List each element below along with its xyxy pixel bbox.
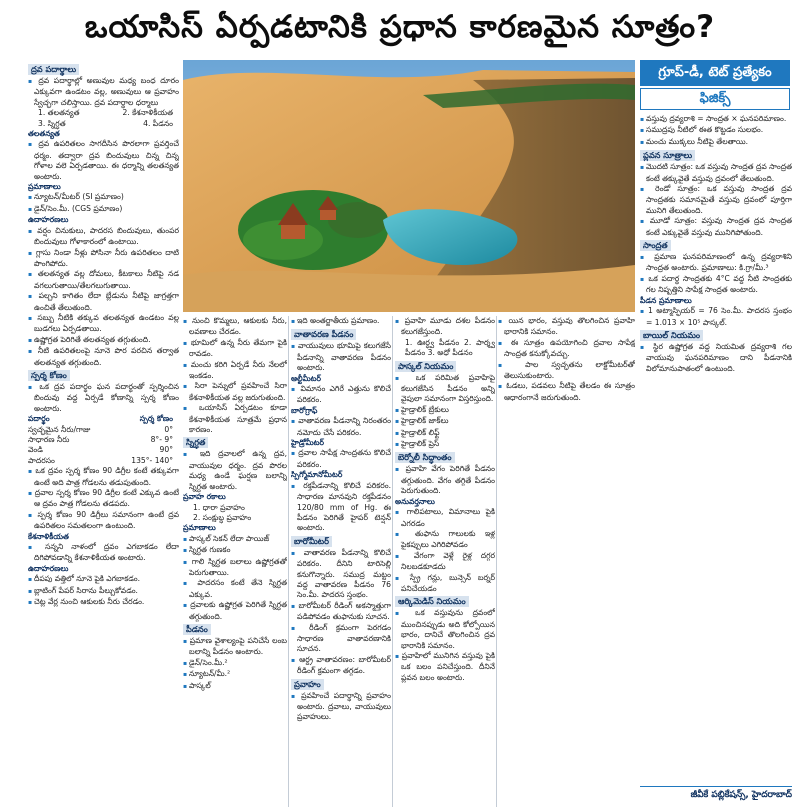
list-item: ▪ రీడింగ్ క్రమంగా పెరగడం సాధారణ వాతావరణానికి సూచన.	[291, 623, 391, 655]
paragraph: ▪ వాతావరణ పీడనాన్ని నిరంతరం నమోదు చేసే పరికరం.	[291, 416, 391, 438]
property-item: 2. కేశనాళికీయత	[122, 108, 173, 118]
list-item: ▪ పాస్కల్	[183, 681, 287, 692]
list-item: ▪ ద్రవాల స్పర్శ కోణం 90 డిగ్రీల కంటే ఎక్కువ ఉంటే ఆ ద్రవం పాత్ర గోడలను తడపదు.	[28, 488, 179, 510]
section-title: ప్రవాహం	[291, 679, 324, 690]
list-item: ▪ గాలిపటాలు, విమానాలు పైకి ఎగరడం	[395, 507, 495, 529]
table-row	[28, 435, 179, 445]
list-item: ▪ సిరా పెన్నులో ప్రవహించే సిరా కేశనాళికీయత వల్ల జరుగుతుంది.	[183, 381, 287, 403]
list-item: ▪ డైన్/సెం.మీ. (CGS ప్రమాణం)	[28, 204, 179, 215]
section-title: ప్లవన సూత్రాలు	[640, 150, 695, 161]
subheading: ప్రవాహ రకాలు	[183, 492, 226, 502]
table-header-cell: పదార్థం	[28, 414, 50, 424]
list-item: ▪ ఓడలు, పడవలు నీటిపై తేలడం ఈ సూత్రం ఆధారంగానే జరుగుతుంది.	[498, 381, 635, 403]
subheading: స్పిగ్మోమానోమీటర్	[291, 470, 343, 480]
list-item: ▪ గ్లాసు నిండా నీళ్లు పోసినా నీరు ఉపరితలం దాటి పొంగిపోదు.	[28, 248, 179, 270]
subheading: ఉదాహరణలు	[28, 215, 69, 225]
paragraph: ▪ 1 అట్మాస్ఫియర్ = 76 సెం.మీ. పాదరస స్తంభం = 1.013 × 10⁵ పాస్కల్.	[640, 306, 792, 328]
section-title: ద్రవ పదార్థాలు	[28, 64, 79, 75]
property-item: 1. తలతన్యత	[38, 108, 80, 118]
paragraph: ▪ ఇది ద్రవాలలో ఉన్న ద్రవ, వాయువుల ధర్మం. ద్రవ పొరల మధ్య ఉండే ఘర్షణ బలాన్ని స్నిగ్ధత అంటారు.	[183, 449, 287, 492]
paragraph: ▪ ఒక వస్తువును ద్రవంలో ముంచినప్పుడు అది కోల్పోయిన భారం, దానిచే తొలగించిన ద్రవ భారానికి సమానం.	[395, 608, 495, 651]
paragraph: ▪ ప్రమాణ వైశాల్యంపై పనిచేసే లంబ బలాన్ని పీడనం అంటారు.	[183, 636, 287, 658]
list-item: ▪ రెండో సూత్రం: ఒక వస్తువు సాంద్రత ద్రవ సాంద్రతకు సమానమైతే వస్తువు ద్రవంలో పూర్తిగా మునిగి తేలుతుంది.	[640, 184, 792, 216]
section-title: ఆర్కిమెడిస్ నియమం	[395, 596, 469, 607]
paragraph: ▪ ద్రవ పదార్థాల్లో అణువుల మధ్య బంధ దూరం ఎక్కువగా ఉండటం వల్ల, అణువులు ఆ ప్రవాహం స్వేచ్ఛగా చలిస్తాయి. ద్రవ పదార్థాల ధర్మాలు	[28, 76, 179, 108]
list-item: ▪ వస్తువు ద్రవ్యరాశి = సాంద్రత × ఘనపరిమాణం.	[640, 114, 792, 125]
list-item: ▪ వేగంగా వెళ్లే రైళ్ల దగ్గర నిలబడకూడదు	[395, 551, 495, 573]
column-2	[183, 316, 287, 807]
list-item: ▪ ప్రవాహి మూడు దశల పీడనం కలుగజేస్తుంది.	[395, 316, 495, 338]
oasis-photo	[183, 60, 635, 312]
column-1	[28, 62, 179, 807]
list-item: ▪ ఇది అంతర్జాతీయ ప్రమాణం.	[291, 316, 391, 327]
subheading: ఉదాహరణలు	[28, 563, 69, 573]
list-item: ▪ ఈ సూత్రం ఉపయోగించి ద్రవాల సాపేక్ష సాంద్రత కనుక్కోవచ్చు.	[498, 338, 635, 360]
list-item: ▪ న్యూటన్/మీటర్ (SI ప్రమాణం)	[28, 192, 179, 203]
list-item: ▪ సముద్రపు నీటిలో ఈత కొట్టడం సులభం.	[640, 125, 792, 136]
list-item: ▪ డైన్/సెం.మీ.²	[183, 658, 287, 669]
subheading: బారోగ్రాఫ్	[291, 405, 318, 415]
paragraph: ▪ ద్రవాల సాపేక్ష సాంద్రతను కొలిచే పరికరం.	[291, 448, 391, 470]
list-item: ▪ ఒక ద్రవం స్పర్శ కోణం 90 డిగ్రీల కంటే తక్కువగా ఉంటే అది పాత్ర గోడలను తడుపుతుంది.	[28, 466, 179, 488]
column-3	[291, 316, 391, 807]
property-item: 3. స్నిగ్ధత	[38, 118, 66, 128]
paragraph: ▪ సన్నని నాళంలో ద్రవం ఎగబాకడం లేదా దిగిపోవడాన్ని కేశనాళికీయత అంటారు.	[28, 542, 179, 564]
pagoda	[281, 225, 305, 239]
list-item: ▪ నీటి ఉపరితలంపై నూనె పొర పరచిన తర్వాత తలతన్యత తగ్గుతుంది.	[28, 346, 179, 368]
column-divider	[496, 316, 497, 807]
list-item: ▪ వర్షం చినుకులు, పాదరస బిందువులు, తుంపర బిందువులు గోళాకారంలో ఉంటాయి.	[28, 226, 179, 248]
paragraph: ▪ ప్రమాణ ఘనపరిమాణంలో ఉన్న ద్రవ్యరాశిని సాంద్రత అంటారు. ప్రమాణాలు: కి.గ్రా/మీ.³	[640, 252, 792, 274]
table-row	[28, 445, 179, 455]
subject-label: ఫిజిక్స్	[640, 88, 790, 110]
column-4	[395, 316, 495, 807]
paragraph: ▪ స్థిర ఉష్ణోగ్రత వద్ద నియమిత ద్రవ్యరాశి గల వాయువు ఘనపరిమాణం దాని పీడనానికి విలోమానుపాతంలో ఉంటుంది.	[640, 342, 792, 374]
list-item: ▪ మొదటి సూత్రం: ఒక వస్తువు సాంద్రత ద్రవ సాంద్రత కంటే తక్కువైతే వస్తువు ద్రవంలో తేలుతుంది.	[640, 162, 792, 184]
subheading: అనువర్తనాలు	[395, 496, 435, 506]
column-divider	[392, 316, 393, 807]
paragraph: ▪ వాయువులు భూమిపై కలుగజేసే పీడనాన్ని వాతావరణ పీడనం అంటారు.	[291, 341, 391, 373]
column-divider	[288, 316, 289, 807]
section-title: పాస్కల్ నియమం	[395, 361, 456, 372]
subheading: పీడన ప్రమాణాలు	[640, 295, 692, 305]
subheading: ప్రమాణాలు	[183, 523, 216, 533]
subheading: ప్రమాణాలు	[28, 182, 61, 192]
list-item: ▪ పాదరసం కంటే తేనె స్నిగ్ధత ఎక్కువ.	[183, 578, 287, 600]
list-item: ▪ హైడ్రాలిక్ బ్రేకులు	[395, 405, 495, 416]
list-item: ▪ బ్లాటింగ్ పేపర్ సిరాను పీల్చుకోవడం.	[28, 586, 179, 597]
list-item: ▪ భూమిలో ఉన్న నీరు తేమగా పైకి రావడం.	[183, 338, 287, 360]
list-item: ▪ పాల స్వచ్ఛతను లాక్టోమీటర్‌తో తెలుసుకుంటారు.	[498, 360, 635, 382]
table-header	[28, 414, 179, 424]
section-title: సాంద్రత	[640, 240, 671, 251]
table-cell: సాధారణ నీరు	[28, 435, 70, 444]
list-item: ▪ ఒయాసిస్ ఏర్పడటం కూడా కేశనాళికీయత సూత్రమే ప్రధాన కారణం.	[183, 403, 287, 435]
column-6	[640, 114, 792, 782]
paragraph: ▪ ఒక పదార్థ సాంద్రతకు 4°C వద్ద నీటి సాంద్రతకు గల నిష్పత్తిని సాపేక్ష సాంద్రత అంటారు.	[640, 274, 792, 296]
paragraph: ▪ ఒక పరిమిత ప్రవాహిపై కలుగజేసిన పీడనం అన్ని వైపులా సమానంగా విస్తరిస్తుంది.	[395, 373, 495, 405]
paragraph: ▪ విమానం ఎగిరే ఎత్తును కొలిచే పరికరం.	[291, 384, 391, 406]
list-item: ▪ మంచు కరిగి ఏర్పడే నీరు నేలలో ఇంకడం.	[183, 360, 287, 382]
list-item: ▪ తలతన్యత వల్ల దోమలు, కీటకాలు నీటిపై నడ వగలుగుతాయి/తేలగలుగుతాయి.	[28, 269, 179, 291]
list-item: ▪ స్నిగ్ధత గుణకం	[183, 545, 287, 556]
section-title: స్పర్శ కోణం	[28, 370, 70, 381]
table-cell: 135°- 140°	[131, 455, 173, 465]
table-row	[28, 456, 179, 466]
paragraph: ▪ రక్తపీడనాన్ని కొలిచే పరికరం. సాధారణ మానవుని రక్తపీడనం 120/80 mm of Hg. ఈ పీడనం పెరిగితే హైపర్ టెన్షన్ అంటారు.	[291, 481, 391, 534]
paragraph: ▪ ఒక ద్రవ పదార్థం ఘన పదార్థంతో స్పర్శించిన బిందువు వద్ద ఏర్పడే కోణాన్ని స్పర్శ కోణం అంటారు.	[28, 382, 179, 414]
list-item: ▪ స్ప్రే గన్లు, బున్సెన్ బర్నర్ పనిచేయడం	[395, 573, 495, 595]
properties-row	[28, 108, 179, 118]
subheading: ఆల్టీమీటర్	[291, 373, 322, 383]
list-item: ▪ దీపపు వత్తిలో నూనె పైకి ఎగబాకడం.	[28, 574, 179, 585]
list-item: ▪ చెట్ల వేర్ల నుంచి ఆకులకు నీరు చేరడం.	[28, 597, 179, 608]
paragraph: ▪ ప్రవహించే పదార్థాన్ని ప్రవాహం అంటారు. ద్రవాలు, వాయువులు ప్రవాహులు.	[291, 691, 391, 723]
list-item: ▪ మంచు ముక్కలు నీటిపై తేలతాయి.	[640, 137, 792, 148]
list-item: ▪ హైడ్రాలిక్ జాక్‌లు	[395, 416, 495, 427]
list-item: ▪ ఉష్ణోగ్రత పెరిగితే తలతన్యత తగ్గుతుంది.	[28, 335, 179, 346]
list-item: ▪ ద్రవాలకు ఉష్ణోగ్రత పెరిగితే స్నిగ్ధత తగ్గుతుంది.	[183, 600, 287, 622]
list-item: ▪ ఆర్ద్ర వాతావరణం: బారోమీటర్ రీడింగ్ క్రమంగా తగ్గడం.	[291, 655, 391, 677]
paragraph: ▪ ద్రవ ఉపరితలం సాగదీసిన పొరలాగా ప్రవర్తించే ధర్మం. తద్వారా ద్రవ బిందువులు చిన్న చిన్న గోళాల వలె ఏర్పడతాయి. ఈ ధర్మాన్ని తలతన్యత అంటారు.	[28, 139, 179, 182]
list-item: ▪ సబ్బు నీటికి తక్కువ తలతన్యత ఉండటం వల్ల బుడగలు ఏర్పడతాయి.	[28, 313, 179, 335]
list-item: ▪ బారోమీటర్ రీడింగ్ అకస్మాత్తుగా పడిపోవడం తుఫానుకు సూచన.	[291, 601, 391, 623]
section-title: బెర్నోలీ సిద్ధాంతం	[395, 452, 455, 463]
exam-tag: గ్రూప్-డీ, టెట్ ప్రత్యేకం	[640, 60, 790, 86]
table-cell: వెండి	[28, 445, 43, 455]
list-item: ▪ మూడో సూత్రం: వస్తువు సాంద్రత ద్రవ సాంద్రత కంటే ఎక్కువైతే వస్తువు మునిగిపోతుంది.	[640, 216, 792, 238]
section-title: పీడనం	[183, 624, 211, 635]
section-title: బారోమీటర్	[291, 536, 332, 547]
property-item: 4. పీడనం	[143, 118, 173, 128]
subheading: తలతన్యత	[28, 129, 60, 139]
list-item: 1. ధారా ప్రవాహం	[193, 502, 245, 512]
subheading: హైడ్రోమీటర్	[291, 438, 325, 448]
table-cell: పాదరసం	[28, 455, 55, 465]
list-item: ▪ న్యూటన్/మీ.²	[183, 669, 287, 680]
table-cell: 0°	[164, 424, 173, 434]
list-item: ▪ పల్చని కాగితం లేదా బ్లేడును నీటిపై జాగ్రత్తగా ఉంచితే తేలుతుంది.	[28, 291, 179, 313]
table-cell: స్వచ్ఛమైన నీరు/గాజు	[28, 424, 91, 434]
column-5	[498, 316, 635, 807]
table-cell: 8°- 9°	[150, 435, 173, 444]
section-title: వాతావరణ పీడనం	[291, 329, 356, 340]
properties-row	[28, 119, 179, 129]
table-row	[28, 425, 179, 435]
list-item: ▪ గాలి స్నిగ్ధత బలాలు ఉష్ణోగ్రతతో పెరుగుతాయి.	[183, 557, 287, 579]
paragraph: ▪ వాతావరణ పీడనాన్ని కొలిచే పరికరం. దీనిని టారిసెల్లి కనుగొన్నారు. సముద్ర మట్టం వద్ద వాతావరణ పీడనం 76 సెం.మీ. పాదరస స్తంభం.	[291, 548, 391, 601]
list-item: ▪ తుఫాను గాలులకు ఇళ్ల పైకప్పులు ఎగిరిపోవడం	[395, 529, 495, 551]
source-credit: జీవీకే పబ్లికేషన్స్, హైదరాబాద్	[640, 786, 792, 804]
list-item: ▪ స్పర్శ కోణం 90 డిగ్రీలు సమానంగా ఉంటే ద్రవ ఉపరితలం సమతలంగా ఉంటుంది.	[28, 510, 179, 532]
paragraph: ▪ ప్రవాహిలో మునిగిన వస్తువు పైకి ఒక బలం పనిచేస్తుంది. దీనినే ప్లవన బలం అంటారు.	[395, 651, 495, 683]
headline: ఒయాసిస్ ఏర్పడటానికి ప్రధాన కారణమైన సూత్రం?	[84, 9, 716, 45]
subheading: కేశనాళికీయత	[28, 531, 69, 541]
list-item: ▪ నుంచి కొమ్మలు, ఆకులకు నీరు, లవణాలు చేరడం.	[183, 316, 287, 338]
section-title: బాయిల్ నియమం	[640, 330, 703, 341]
list-item: 2. సంక్షుబ్ధ ప్రవాహం	[193, 512, 252, 522]
list-item: ▪ యిన భారం, వస్తువు తొలగించిన ప్రవాహి భారానికి సమానం.	[498, 316, 635, 338]
table-cell: 90°	[159, 445, 173, 455]
list-item: 1. ఊర్ధ్వ పీడనం 2. పార్శ్వ పీడనం 3. అధో పీడనం	[405, 337, 495, 358]
list-item: ▪ హైడ్రాలిక్ ప్రెస్	[395, 439, 495, 450]
section-title: స్నిగ్ధత	[183, 437, 208, 448]
paragraph: ▪ ప్రవాహి వేగం పెరిగితే పీడనం తగ్గుతుంది. వేగం తగ్గితే పీడనం పెరుగుతుంది.	[395, 464, 495, 496]
table-header-cell: స్పర్శ కోణం	[139, 414, 173, 424]
list-item: ▪ పాస్కల్ సెకన్ లేదా పాయిజ్	[183, 534, 287, 545]
list-item: ▪ హైడ్రాలిక్ లిఫ్ట్	[395, 428, 495, 439]
